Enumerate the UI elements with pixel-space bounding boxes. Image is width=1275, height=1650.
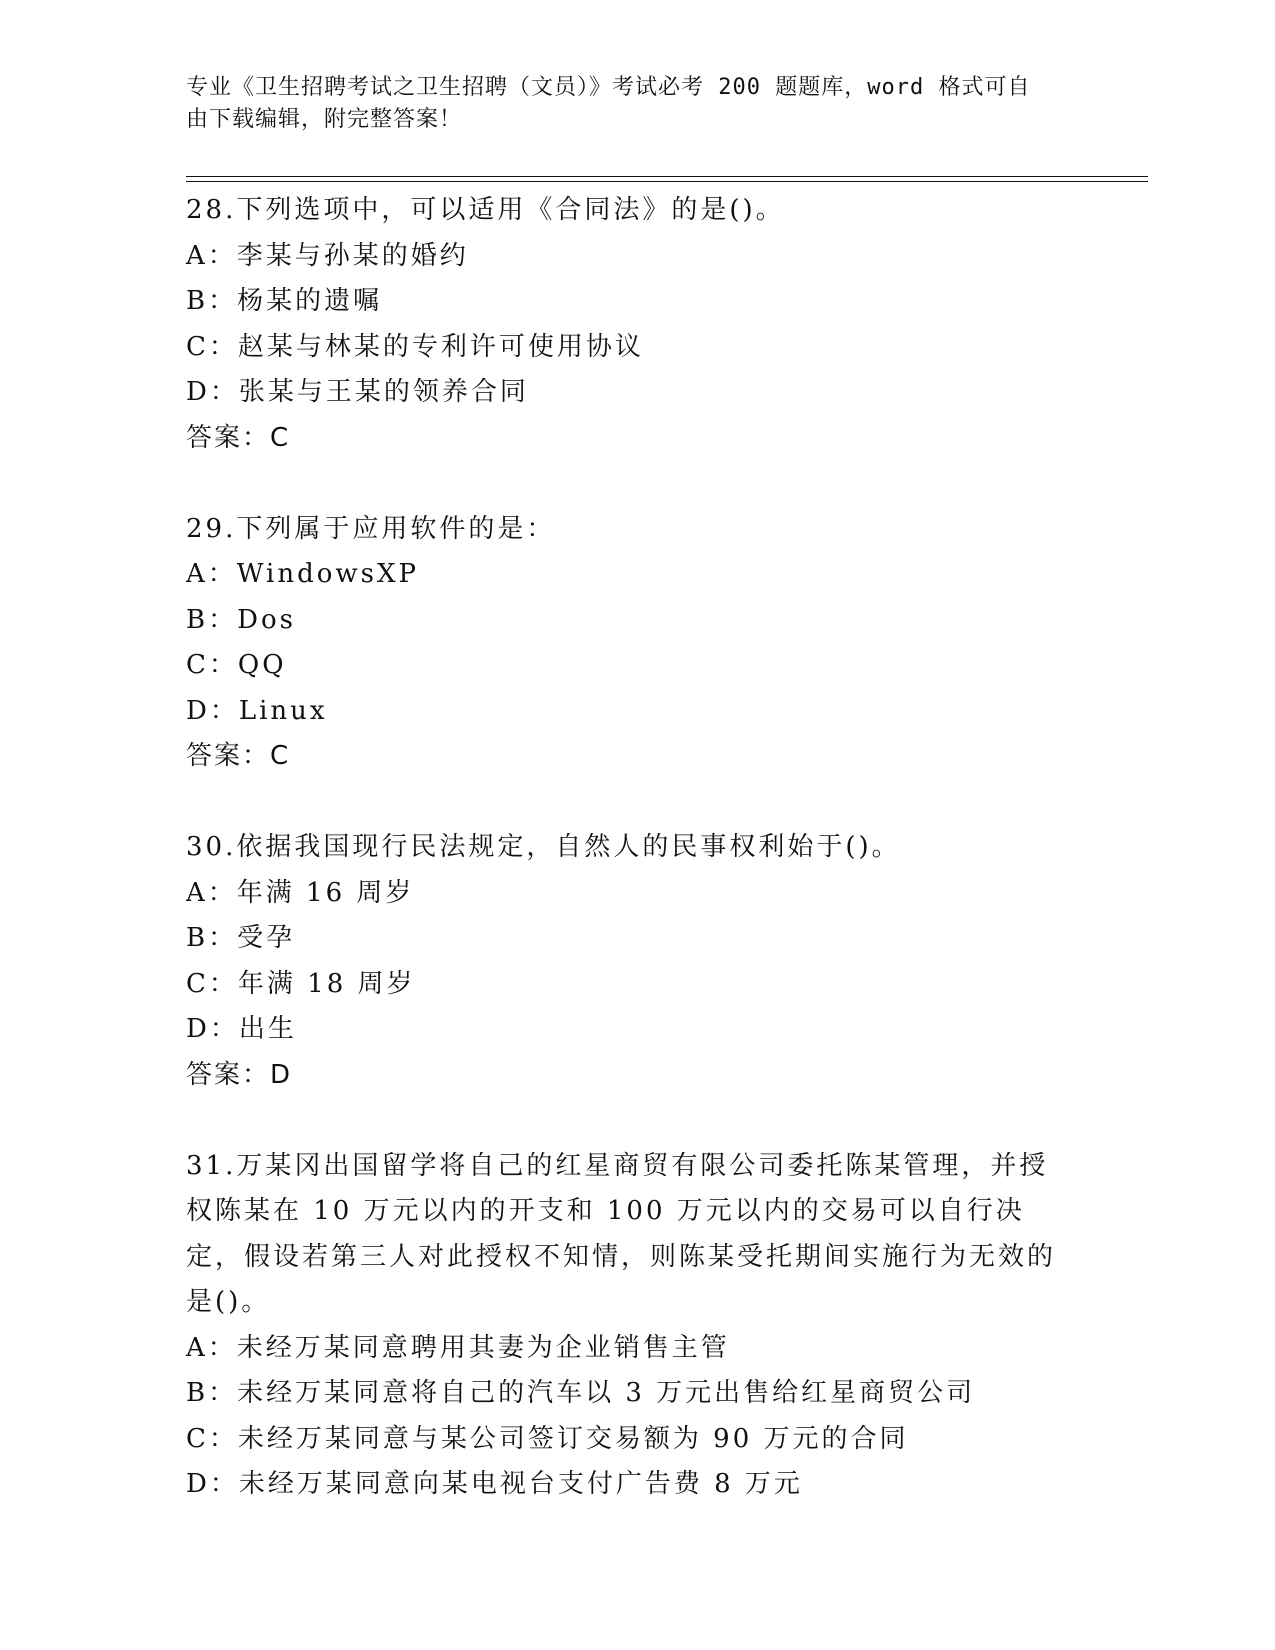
header-line-2: 由下载编辑，附完整答案！ xyxy=(186,107,463,132)
answer-line: 答案：C xyxy=(186,422,291,453)
question-text: 30.依据我国现行民法规定，自然人的民事权利始于()。 xyxy=(186,832,901,862)
answer-line: 答案：D xyxy=(186,1059,293,1090)
question-29 xyxy=(186,507,1076,780)
option-b: B：未经万某同意将自己的汽车以 3 万元出售给红星商贸公司 xyxy=(186,1378,976,1408)
question-text: 31.万某冈出国留学将自己的红星商贸有限公司委托陈某管理，并授权陈某在 10 万元以内的开支和 100 万元以内的交易可以自行决定，假设若第三人对此授权不知情，则陈某受托期间实施行为无效的是()。 xyxy=(186,1150,1057,1317)
option-a: A：WindowsXP xyxy=(186,559,420,589)
header-divider-bottom xyxy=(186,181,1148,182)
option-d: D：Linux xyxy=(186,695,328,726)
header-line-1: 专业《卫生招聘考试之卫生招聘（文员）》考试必考 200 题题库，word 格式可自 xyxy=(186,75,1031,100)
header-divider-top xyxy=(186,176,1148,177)
option-d: D：未经万某同意向某电视台支付广告费 8 万元 xyxy=(186,1469,803,1499)
option-b: B：杨某的遗嘱 xyxy=(186,286,383,316)
option-c: C：年满 18 周岁 xyxy=(186,968,416,999)
option-c: C：赵某与林某的专利许可使用协议 xyxy=(186,331,644,362)
question-30 xyxy=(186,825,1076,1098)
option-a: A：未经万某同意聘用其妻为企业销售主管 xyxy=(186,1332,730,1363)
question-31 xyxy=(186,1144,1076,1508)
question-spacer xyxy=(186,780,1076,826)
question-list xyxy=(186,188,1076,1508)
option-a: A：年满 16 周岁 xyxy=(186,877,415,908)
option-c: C：QQ xyxy=(186,650,287,680)
question-28 xyxy=(186,188,1076,461)
option-d: D：张某与王某的领养合同 xyxy=(186,377,529,407)
option-c: C：未经万某同意与某公司签订交易额为 90 万元的合同 xyxy=(186,1423,909,1454)
question-spacer xyxy=(186,461,1076,507)
option-b: B：Dos xyxy=(186,604,296,635)
option-a: A：李某与孙某的婚约 xyxy=(186,240,469,271)
option-d: D：出生 xyxy=(186,1014,297,1044)
question-spacer xyxy=(186,1098,1076,1144)
document-header xyxy=(186,72,1066,136)
question-text: 28.下列选项中，可以适用《合同法》的是()。 xyxy=(186,195,785,225)
question-text: 29.下列属于应用软件的是： xyxy=(186,513,556,544)
answer-line: 答案：C xyxy=(186,741,291,771)
option-b: B：受孕 xyxy=(186,923,296,953)
